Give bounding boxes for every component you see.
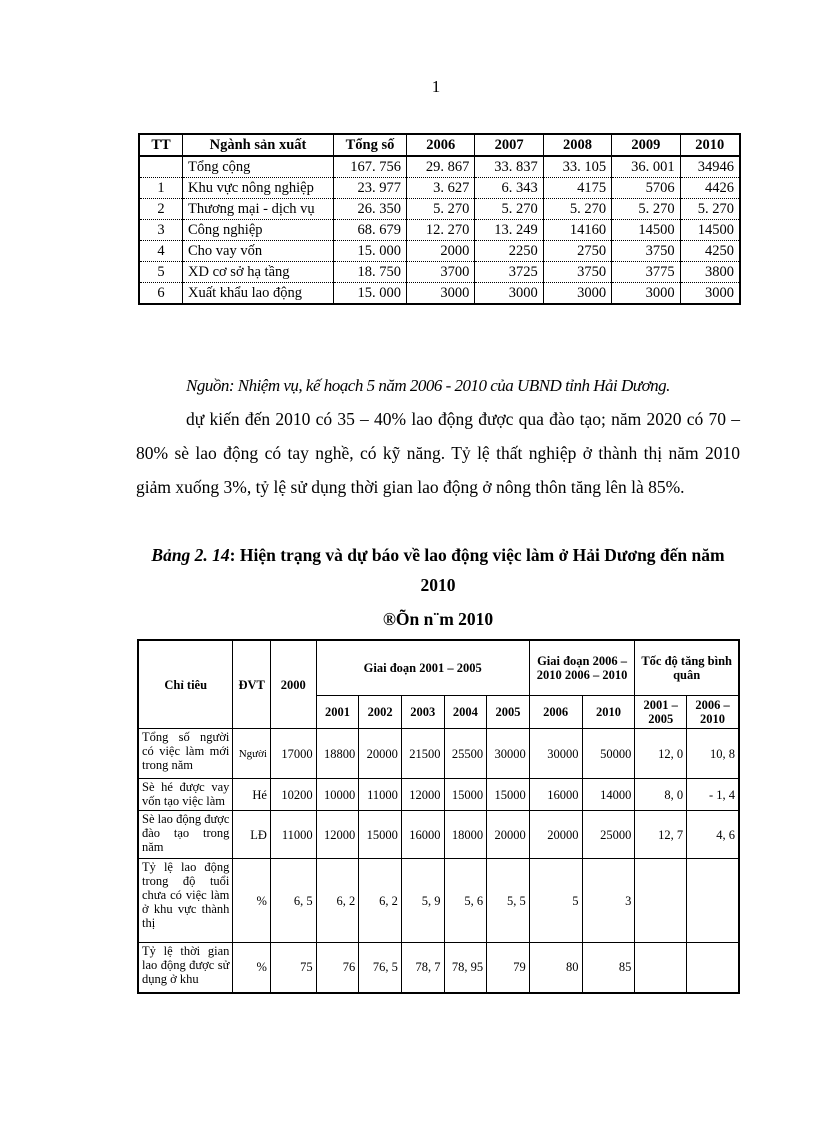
cell: 12, 0 — [635, 729, 687, 779]
row-name: Cho vay vốn — [183, 241, 334, 262]
cell: 36. 001 — [612, 156, 680, 178]
cell: 17000 — [270, 729, 316, 779]
cell: 8, 0 — [635, 779, 687, 811]
cell: 15000 — [487, 779, 530, 811]
col-header-dvt: ĐVT — [233, 640, 271, 729]
cell: 3000 — [543, 283, 611, 305]
cell: 15000 — [444, 779, 487, 811]
cell: 3800 — [680, 262, 740, 283]
cell: 3000 — [475, 283, 543, 305]
cell: 80 — [529, 943, 582, 993]
table-row — [138, 859, 739, 943]
caption-title: : Hiện trạng và dự báo về lao động việc làm ở Hải Dương đến năm 2010 — [229, 545, 725, 595]
cell: 20000 — [487, 811, 530, 859]
cell: 18000 — [444, 811, 487, 859]
row-total: 15. 000 — [334, 283, 407, 305]
cell: 3700 — [407, 262, 475, 283]
col-header: Tổng số — [334, 134, 407, 156]
cell: 78, 7 — [401, 943, 444, 993]
row-name: XD cơ sở hạ tầng — [183, 262, 334, 283]
cell: 2000 — [407, 241, 475, 262]
cell: 16000 — [401, 811, 444, 859]
table-header-row — [138, 640, 739, 696]
caption-label: Bảng 2. 14 — [151, 545, 230, 565]
cell: 5, 5 — [487, 859, 530, 943]
table-row — [139, 241, 740, 262]
table-row — [138, 943, 739, 993]
cell: 85 — [582, 943, 635, 993]
cell: 5, 6 — [444, 859, 487, 943]
row-unit: Người — [233, 729, 271, 779]
cell: 12. 270 — [407, 220, 475, 241]
cell: 6, 2 — [359, 859, 402, 943]
cell: 4250 — [680, 241, 740, 262]
cell: 11000 — [359, 779, 402, 811]
cell: 5. 270 — [475, 199, 543, 220]
cell: 6, 2 — [316, 859, 359, 943]
sub-header: 2005 — [487, 696, 530, 729]
cell: 4, 6 — [687, 811, 739, 859]
cell: 76 — [316, 943, 359, 993]
cell: 33. 837 — [475, 156, 543, 178]
row-name: Xuất khẩu lao động — [183, 283, 334, 305]
row-total: 68. 679 — [334, 220, 407, 241]
col-header: 2006 — [407, 134, 475, 156]
cell: 12, 7 — [635, 811, 687, 859]
row-unit: Hé — [233, 779, 271, 811]
cell: 6, 5 — [270, 859, 316, 943]
col-header-gd1: Giai đoạn 2001 – 2005 — [316, 640, 529, 696]
investment-table — [138, 133, 741, 305]
cell: 3750 — [612, 241, 680, 262]
table-row — [139, 156, 740, 178]
cell: 3 — [582, 859, 635, 943]
cell: 79 — [487, 943, 530, 993]
cell — [635, 859, 687, 943]
col-header: 2009 — [612, 134, 680, 156]
cell: 25500 — [444, 729, 487, 779]
cell: 3725 — [475, 262, 543, 283]
table-row — [139, 199, 740, 220]
cell: 3000 — [407, 283, 475, 305]
cell: 50000 — [582, 729, 635, 779]
cell: 20000 — [529, 811, 582, 859]
cell: 5. 270 — [680, 199, 740, 220]
table-row — [139, 283, 740, 305]
cell: 4426 — [680, 178, 740, 199]
cell: 11000 — [270, 811, 316, 859]
cell: 5. 270 — [407, 199, 475, 220]
row-tt: 4 — [139, 241, 183, 262]
cell: 10200 — [270, 779, 316, 811]
col-header-tocdo: Tốc độ tăng bình quân — [635, 640, 739, 696]
row-total: 23. 977 — [334, 178, 407, 199]
cell: 14500 — [612, 220, 680, 241]
cell: 3750 — [543, 262, 611, 283]
cell: 2750 — [543, 241, 611, 262]
cell: 75 — [270, 943, 316, 993]
row-name: Thương mại - dịch vụ — [183, 199, 334, 220]
cell: 30000 — [529, 729, 582, 779]
sub-header: 2003 — [401, 696, 444, 729]
row-total: 15. 000 — [334, 241, 407, 262]
table-caption — [136, 540, 740, 600]
table-row — [138, 729, 739, 779]
cell: 33. 105 — [543, 156, 611, 178]
cell: 20000 — [359, 729, 402, 779]
cell: 5. 270 — [612, 199, 680, 220]
cell — [635, 943, 687, 993]
cell: 5 — [529, 859, 582, 943]
row-label: Tỷ lệ thời gian lao động được sử dụng ở khu — [138, 943, 233, 993]
row-label: Sè hé được vay vốn tạo việc làm — [138, 779, 233, 811]
body-paragraph: dự kiến đến 2010 có 35 – 40% lao động được qua đào tạo; năm 2020 có 70 – 80% sè lao động có tay nghề, có kỹ năng. Tỷ lệ thất nghiệp ở thành thị năm 2010 giảm xuống 3%, tỷ lệ sử dụng thời gian lao động ở nông thôn tăng lên là 85%. — [136, 409, 740, 497]
col-header: 2007 — [475, 134, 543, 156]
cell: 3000 — [612, 283, 680, 305]
table-row — [139, 220, 740, 241]
cell: 6. 343 — [475, 178, 543, 199]
row-tt: 3 — [139, 220, 183, 241]
row-tt: 5 — [139, 262, 183, 283]
row-tt: 2 — [139, 199, 183, 220]
table-source-note: Nguồn: Nhiệm vụ, kế hoạch 5 năm 2006 - 2010 của UBND tỉnh Hải Dương. — [186, 376, 670, 395]
cell: 3. 627 — [407, 178, 475, 199]
cell: 18800 — [316, 729, 359, 779]
table-row — [139, 178, 740, 199]
table-row — [139, 262, 740, 283]
cell — [687, 859, 739, 943]
cell: 5. 270 — [543, 199, 611, 220]
cell: 3775 — [612, 262, 680, 283]
cell: 3000 — [680, 283, 740, 305]
table-row — [138, 779, 739, 811]
cell: 12000 — [316, 811, 359, 859]
cell: 30000 — [487, 729, 530, 779]
cell: 14160 — [543, 220, 611, 241]
cell: 16000 — [529, 779, 582, 811]
row-name: Khu vực nông nghiệp — [183, 178, 334, 199]
cell: 25000 — [582, 811, 635, 859]
labor-forecast-table — [137, 639, 740, 994]
sub-header: 2006 — [529, 696, 582, 729]
row-tt — [139, 156, 183, 178]
row-total: 167. 756 — [334, 156, 407, 178]
cell: 13. 249 — [475, 220, 543, 241]
cell: 76, 5 — [359, 943, 402, 993]
row-total: 18. 750 — [334, 262, 407, 283]
cell: 14000 — [582, 779, 635, 811]
sub-header: 2002 — [359, 696, 402, 729]
row-label: Sè lao động được đào tạo trong năm — [138, 811, 233, 859]
cell: - 1, 4 — [687, 779, 739, 811]
cell: 21500 — [401, 729, 444, 779]
table-header-row — [139, 134, 740, 156]
sub-header: 2006 – 2010 — [687, 696, 739, 729]
cell — [687, 943, 739, 993]
sub-header: 2004 — [444, 696, 487, 729]
col-header: 2008 — [543, 134, 611, 156]
cell: 10, 8 — [687, 729, 739, 779]
sub-header: 2001 — [316, 696, 359, 729]
col-header-gd2: Giai đoạn 2006 – 2010 2006 – 2010 — [529, 640, 635, 696]
row-label: Tổng số người có việc làm mới trong năm — [138, 729, 233, 779]
cell: 12000 — [401, 779, 444, 811]
sub-header: 2001 – 2005 — [635, 696, 687, 729]
cell: 34946 — [680, 156, 740, 178]
cell: 5, 9 — [401, 859, 444, 943]
cell: 10000 — [316, 779, 359, 811]
page-number: 1 — [431, 77, 441, 96]
row-name: Công nghiệp — [183, 220, 334, 241]
cell: 4175 — [543, 178, 611, 199]
cell: 78, 95 — [444, 943, 487, 993]
cell: 14500 — [680, 220, 740, 241]
row-name: Tổng cộng — [183, 156, 334, 178]
row-unit: LĐ — [233, 811, 271, 859]
row-unit: % — [233, 943, 271, 993]
col-header-chitieu: Chỉ tiêu — [138, 640, 233, 729]
row-label: Tỷ lệ lao động trong độ tuổi chưa có việc làm ở khu vực thành thị — [138, 859, 233, 943]
row-tt: 6 — [139, 283, 183, 305]
caption-garbled-line: ®Õn n¨m 2010 — [382, 609, 494, 629]
row-tt: 1 — [139, 178, 183, 199]
table-row — [138, 811, 739, 859]
row-unit: % — [233, 859, 271, 943]
col-header: 2010 — [680, 134, 740, 156]
col-header: Ngành sản xuất — [183, 134, 334, 156]
cell: 5706 — [612, 178, 680, 199]
cell: 15000 — [359, 811, 402, 859]
cell: 2250 — [475, 241, 543, 262]
sub-header: 2010 — [582, 696, 635, 729]
col-header-2000: 2000 — [270, 640, 316, 729]
col-header: TT — [139, 134, 183, 156]
row-total: 26. 350 — [334, 199, 407, 220]
cell: 29. 867 — [407, 156, 475, 178]
